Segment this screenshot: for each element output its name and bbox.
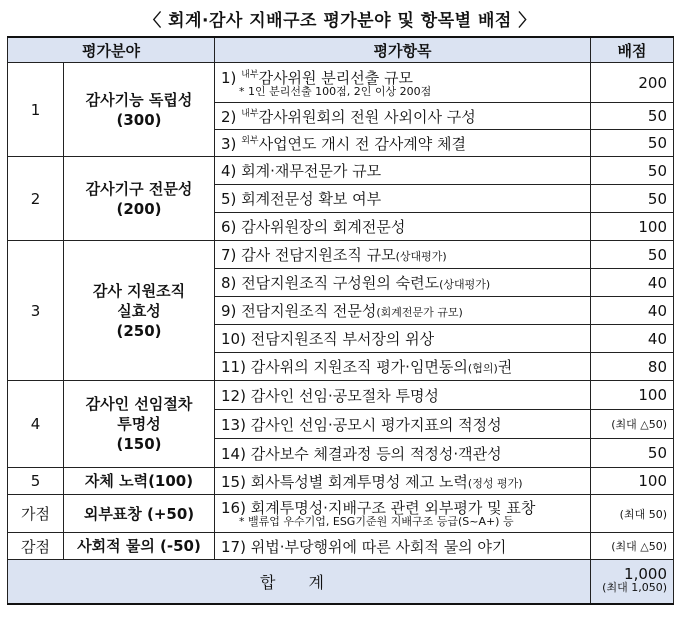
table-row bbox=[8, 157, 674, 185]
item-cell bbox=[215, 63, 591, 103]
item-cell bbox=[215, 269, 591, 297]
score-table bbox=[7, 36, 674, 605]
item-qualifier: (회계전문가 규모) bbox=[376, 306, 463, 319]
item-text: 회계전문성 확보 여부 bbox=[241, 190, 382, 208]
item-score: 40 bbox=[591, 269, 674, 297]
item-text: 위법·부당행위에 따른 사회적 물의 야기 bbox=[250, 537, 507, 556]
item-number: 8) bbox=[221, 274, 237, 292]
item-text-suffix: 권 bbox=[497, 358, 513, 376]
page-title: 〈 회계·감사 지배구조 평가분야 및 항목별 배점 〉 bbox=[144, 11, 536, 31]
item-cell bbox=[215, 439, 591, 468]
item-qualifier: (상대평가) bbox=[439, 278, 491, 291]
item-number: 12) bbox=[221, 386, 246, 405]
area-name: 자체 노력(100) bbox=[64, 468, 215, 495]
item-text: 감사보수 체결과정 등의 적정성·객관성 bbox=[250, 444, 502, 463]
item-cell bbox=[215, 241, 591, 269]
item-number: 17) bbox=[221, 537, 246, 556]
item-score: 100 bbox=[591, 381, 674, 410]
item-cell bbox=[215, 185, 591, 213]
item-cell bbox=[215, 533, 591, 560]
item-note: * 1인 분리선출 100점, 2인 이상 200점 bbox=[239, 85, 432, 98]
item-number: 9) bbox=[221, 302, 237, 320]
item-text: 전담지원조직 전문성 bbox=[241, 302, 377, 320]
item-score: 100 bbox=[591, 213, 674, 241]
item-number: 11) bbox=[221, 358, 246, 376]
item-cell bbox=[215, 325, 591, 353]
area-cell bbox=[64, 157, 215, 241]
item-score: 100 bbox=[591, 468, 674, 495]
item-text: 회사특성별 회계투명성 제고 노력 bbox=[250, 472, 468, 491]
item-number: 6) bbox=[221, 218, 237, 236]
item-text: 감사위원회의 전원 사외이사 구성 bbox=[258, 107, 476, 126]
item-text: 감사인 선임·공모시 평가지표의 적정성 bbox=[250, 415, 502, 434]
header-area: 평가분야 bbox=[8, 37, 215, 63]
area-name: 외부표창 (+50) bbox=[64, 495, 215, 533]
item-tag: 내부 bbox=[241, 108, 259, 119]
item-text: 감사위원장의 회계전문성 bbox=[241, 218, 406, 236]
area-name: 감사기능 독립성 bbox=[85, 90, 193, 109]
item-cell bbox=[215, 410, 591, 439]
item-tag: 내부 bbox=[241, 70, 259, 80]
item-score: 50 bbox=[591, 241, 674, 269]
item-number: 5) bbox=[221, 190, 237, 208]
item-cell bbox=[215, 495, 591, 533]
header-item: 평가항목 bbox=[215, 37, 591, 63]
area-name-2: 실효성 bbox=[117, 301, 161, 320]
total-row bbox=[8, 560, 674, 604]
area-name: 감사인 선임절차 bbox=[85, 395, 193, 413]
area-points: (200) bbox=[116, 199, 162, 218]
table-header-row bbox=[8, 37, 674, 63]
table-row bbox=[8, 241, 674, 269]
item-score: 50 bbox=[591, 130, 674, 157]
item-cell bbox=[215, 213, 591, 241]
item-cell bbox=[215, 353, 591, 381]
item-text: 회계투명성·지배구조 관련 외부평가 및 표창 bbox=[250, 498, 536, 517]
row-number: 2 bbox=[8, 157, 64, 241]
item-text: 사업연도 개시 전 감사계약 체결 bbox=[258, 134, 467, 153]
item-text: 회계·재무전문가 규모 bbox=[241, 162, 382, 180]
table-row bbox=[8, 63, 674, 103]
item-text: 감사 전담지원조직 규모 bbox=[241, 246, 396, 264]
item-cell bbox=[215, 157, 591, 185]
total-score-cell bbox=[591, 560, 674, 604]
area-cell bbox=[64, 241, 215, 381]
area-name-2: 투명성 bbox=[117, 415, 161, 433]
total-score: 1,000 bbox=[624, 565, 667, 584]
item-text: 전담지원조직 부서장의 위상 bbox=[250, 330, 435, 348]
area-name: 감사기구 전문성 bbox=[85, 179, 193, 198]
total-score-max: (최대 1,050) bbox=[602, 581, 667, 595]
row-number: 가점 bbox=[8, 495, 64, 533]
table-row bbox=[8, 381, 674, 410]
total-label: 합 계 bbox=[8, 560, 591, 604]
item-qualifier: (상대평가) bbox=[395, 250, 447, 263]
item-score: (최대 50) bbox=[591, 495, 674, 533]
item-score: 80 bbox=[591, 353, 674, 381]
item-score: 40 bbox=[591, 325, 674, 353]
table-row bbox=[8, 468, 674, 495]
item-number: 2) bbox=[221, 107, 237, 126]
area-points: (150) bbox=[116, 435, 162, 453]
table-row bbox=[8, 495, 674, 533]
item-number: 3) bbox=[221, 134, 237, 153]
area-cell bbox=[64, 63, 215, 157]
area-points: (250) bbox=[116, 321, 162, 340]
row-number: 감점 bbox=[8, 533, 64, 560]
item-qualifier: (협의) bbox=[467, 362, 498, 375]
item-text: 감사위의 지원조직 평가·임면동의 bbox=[250, 358, 468, 376]
row-number: 4 bbox=[8, 381, 64, 468]
item-cell bbox=[215, 297, 591, 325]
item-tag: 외부 bbox=[241, 135, 259, 146]
header-score: 배점 bbox=[591, 37, 674, 63]
table-row bbox=[8, 533, 674, 560]
item-score: 50 bbox=[591, 439, 674, 468]
item-number: 14) bbox=[221, 444, 246, 463]
item-text: 전담지원조직 구성원의 숙련도 bbox=[241, 274, 440, 292]
item-number: 4) bbox=[221, 162, 237, 180]
item-number: 7) bbox=[221, 246, 237, 264]
item-note: * 밸류업 우수기업, ESG기준원 지배구조 등급(S~A+) 등 bbox=[239, 514, 514, 528]
item-number: 1) bbox=[221, 69, 237, 87]
item-number: 15) bbox=[221, 472, 246, 491]
item-qualifier: (정성 평가) bbox=[467, 476, 523, 490]
row-number: 5 bbox=[8, 468, 64, 495]
item-score: 50 bbox=[591, 157, 674, 185]
item-score: (최대 △50) bbox=[591, 410, 674, 439]
area-points: (300) bbox=[116, 110, 162, 129]
item-number: 13) bbox=[221, 415, 246, 434]
item-score: 200 bbox=[591, 63, 674, 103]
item-text: 감사인 선임·공모절차 투명성 bbox=[250, 386, 439, 405]
row-number: 1 bbox=[8, 63, 64, 157]
area-cell bbox=[64, 381, 215, 468]
item-text: 감사위원 분리선출 규모 bbox=[258, 69, 414, 87]
item-score: (최대 △50) bbox=[591, 533, 674, 560]
item-score: 40 bbox=[591, 297, 674, 325]
item-number: 16) bbox=[221, 498, 246, 517]
item-cell bbox=[215, 103, 591, 130]
item-score: 50 bbox=[591, 185, 674, 213]
area-name: 사회적 물의 (-50) bbox=[64, 533, 215, 560]
area-name: 감사 지원조직 bbox=[92, 281, 186, 300]
row-number: 3 bbox=[8, 241, 64, 381]
item-number: 10) bbox=[221, 330, 246, 348]
item-cell bbox=[215, 381, 591, 410]
item-cell bbox=[215, 468, 591, 495]
item-score: 50 bbox=[591, 103, 674, 130]
item-cell bbox=[215, 130, 591, 157]
